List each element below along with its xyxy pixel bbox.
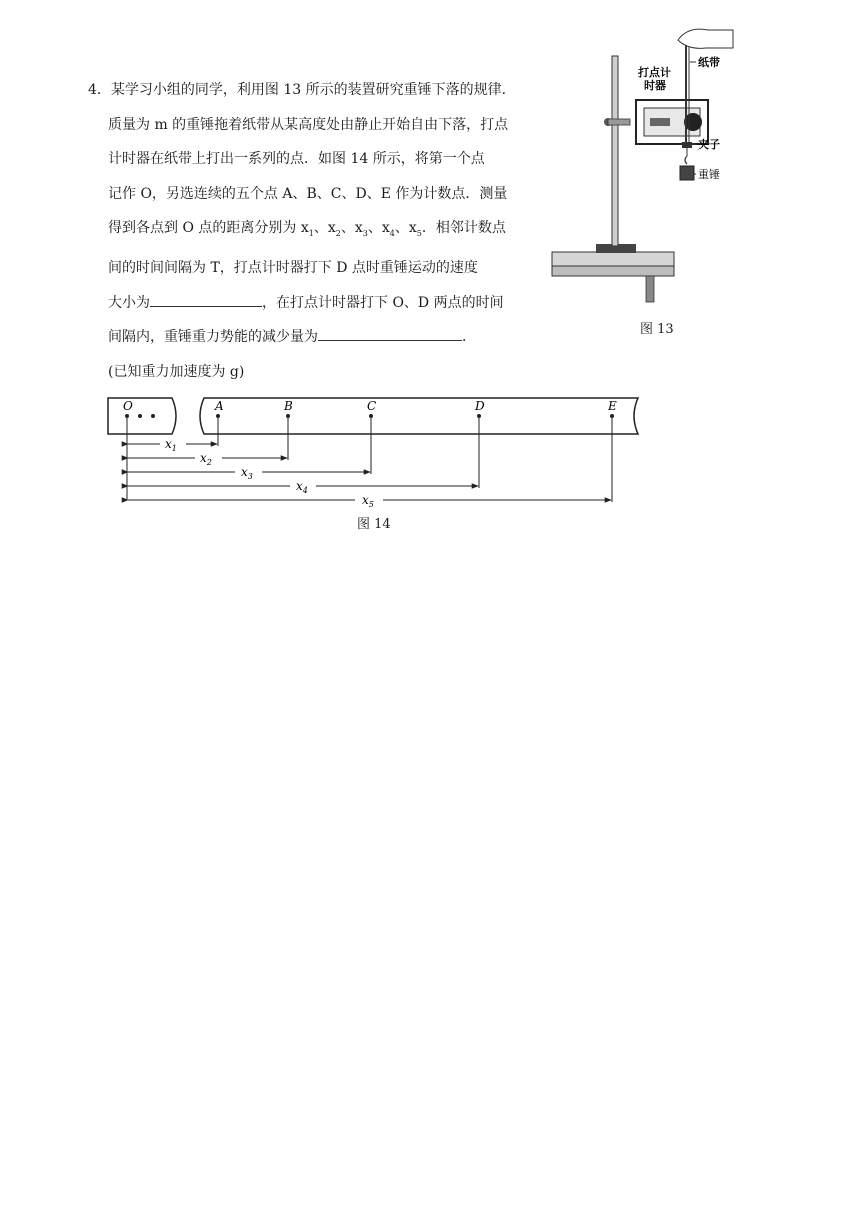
- figure-14-caption: 图 14: [357, 517, 391, 532]
- label-timer-line1: 打点计: [638, 66, 671, 79]
- question-line-6: 间的时间间隔为 T，打点计时器打下 D 点时重锤运动的速度: [108, 260, 478, 277]
- figure-13-caption: 图 13: [640, 322, 674, 337]
- distance-label-x1: $x_1$: [165, 437, 177, 453]
- answer-blank-velocity[interactable]: [150, 292, 262, 307]
- question-line-2: 质量为 m 的重锤拖着纸带从某高度处由静止开始自由下落，打点: [108, 116, 509, 133]
- question-number: 4．: [88, 82, 111, 98]
- question-line-3: 计时器在纸带上打出一系列的点．如图 14 所示，将第一个点: [108, 151, 485, 167]
- point-label-E: E: [608, 399, 617, 413]
- figure-13-apparatus: [538, 14, 736, 304]
- label-tape: 纸带: [698, 56, 720, 69]
- answer-blank-energy[interactable]: [318, 326, 462, 341]
- point-label-O: O: [123, 399, 133, 413]
- question-note: (已知重力加速度为 g): [108, 363, 245, 380]
- point-label-B: B: [284, 399, 293, 413]
- point-label-A: A: [215, 399, 224, 413]
- point-label-D: D: [475, 399, 485, 413]
- figure-14-tape: [100, 390, 645, 510]
- distance-label-x4: $x_4$: [296, 479, 308, 495]
- label-weight: 重锤: [698, 168, 720, 181]
- question-line-5: 得到各点到 O 点的距离分别为 $x_1$、$x_2$、$x_3$、$x_4$、$x_5$．相邻计数点: [108, 220, 506, 238]
- question-line-7: 大小为 ，在打点计时器打下 O、D 两点的时间: [88, 286, 538, 321]
- distance-label-x2: $x_2$: [200, 451, 212, 467]
- label-timer-line2: 时器: [644, 79, 666, 92]
- question-line-8: 间隔内，重锤重力势能的减少量为 ．: [88, 320, 538, 355]
- distance-label-x5: $x_5$: [362, 493, 374, 509]
- question-text: [88, 73, 538, 389]
- distance-label-x3: $x_3$: [241, 465, 253, 481]
- question-line-1: 4．某学习小组的同学，利用图 13 所示的装置研究重锤下落的规律．: [88, 82, 516, 98]
- question-line-4: 记作 O，另选连续的五个点 A、B、C、D、E 作为计数点．测量: [108, 185, 508, 202]
- label-clip: 夹子: [698, 138, 720, 151]
- point-label-C: C: [367, 399, 377, 413]
